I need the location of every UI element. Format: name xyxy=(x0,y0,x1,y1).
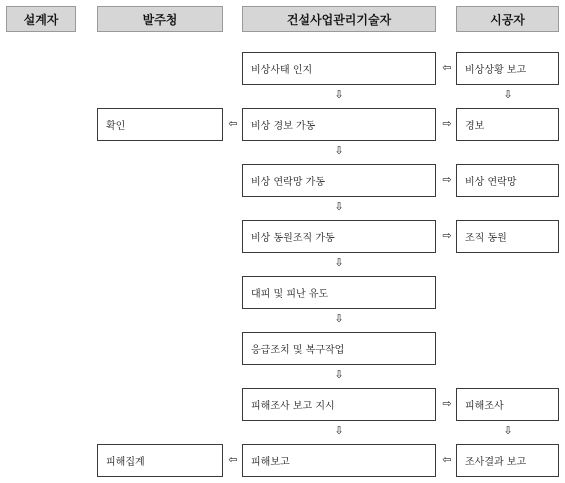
right-arrow-icon: ⇨ xyxy=(442,117,452,130)
step-damage-report: 피해보고 xyxy=(242,444,436,477)
step-contact-network: 비상 연락망 가동 xyxy=(242,164,436,197)
owner-damage-total-box: 피해집계 xyxy=(97,444,223,477)
left-arrow-icon: ⇦ xyxy=(442,453,452,466)
step-alarm-activation: 비상 경보 가동 xyxy=(242,108,436,141)
contractor-survey-report-box: 조사결과 보고 xyxy=(456,444,559,477)
left-arrow-icon: ⇦ xyxy=(228,453,238,466)
header-designer: 설계자 xyxy=(6,6,76,32)
down-arrow-icon: ⇩ xyxy=(334,144,344,157)
contractor-mobilize-box: 조직 동원 xyxy=(456,220,559,253)
right-arrow-icon: ⇨ xyxy=(442,397,452,410)
step-evacuation: 대피 및 피난 유도 xyxy=(242,276,436,309)
step-damage-survey-order: 피해조사 보고 지시 xyxy=(242,388,436,421)
down-arrow-icon: ⇩ xyxy=(503,424,513,437)
down-arrow-icon: ⇩ xyxy=(334,424,344,437)
down-arrow-icon: ⇩ xyxy=(334,312,344,325)
contractor-emergency-report-box: 비상상황 보고 xyxy=(456,52,559,85)
right-arrow-icon: ⇨ xyxy=(442,229,452,242)
contractor-contact-network-box: 비상 연락망 xyxy=(456,164,559,197)
step-emergency-recovery: 응급조치 및 복구작업 xyxy=(242,332,436,365)
down-arrow-icon: ⇩ xyxy=(334,256,344,269)
left-arrow-icon: ⇦ xyxy=(228,117,238,130)
contractor-damage-survey-box: 피해조사 xyxy=(456,388,559,421)
down-arrow-icon: ⇩ xyxy=(334,368,344,381)
down-arrow-icon: ⇩ xyxy=(334,200,344,213)
header-contractor: 시공자 xyxy=(456,6,559,32)
owner-confirm-box: 확인 xyxy=(97,108,223,141)
step-emergency-recognition: 비상사태 인지 xyxy=(242,52,436,85)
step-mobilization: 비상 동원조직 가동 xyxy=(242,220,436,253)
left-arrow-icon: ⇦ xyxy=(442,61,452,74)
header-manager: 건설사업관리기술자 xyxy=(242,6,436,32)
contractor-alarm-box: 경보 xyxy=(456,108,559,141)
header-owner: 발주청 xyxy=(97,6,223,32)
right-arrow-icon: ⇨ xyxy=(442,173,452,186)
down-arrow-icon: ⇩ xyxy=(503,88,513,101)
down-arrow-icon: ⇩ xyxy=(334,88,344,101)
